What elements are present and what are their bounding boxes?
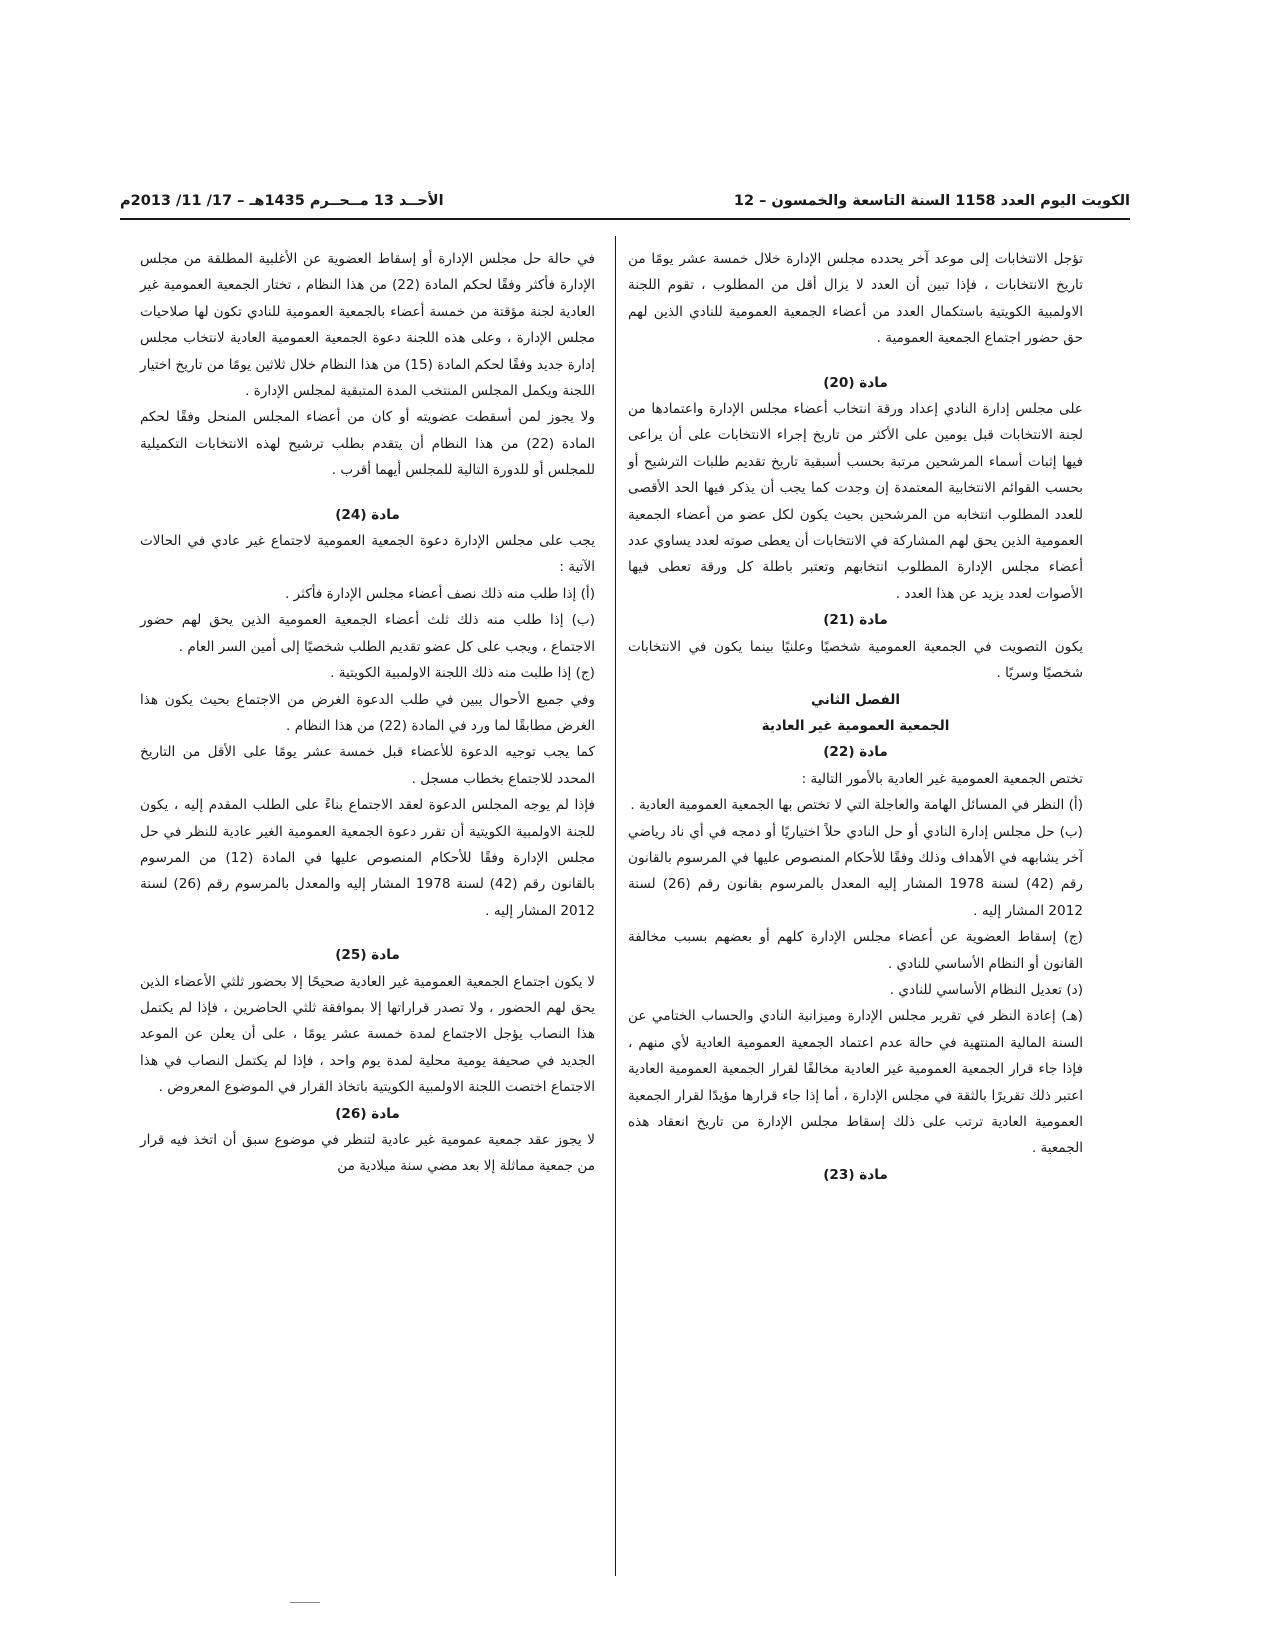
paragraph: تختص الجمعية العمومية غير العادية بالأمور التالية : <box>801 770 1083 787</box>
header-date: الأحــد 13 مــحــرم 1435هـ – 17/ 11/ 2013م <box>120 193 444 209</box>
paragraph: (هـ) إعادة النظر في تقرير مجلس الإدارة وميزانية النادي والحساب الختامي عن السنة المالية المنتهية في حالة عدم اعتماد الجمعية العمومية العادية لأي منهم ، فإذا جاء قرار الجمعية العمومية غير العادية مخالفًا لقرار الجمعية العمومية العادية اعتبر ذلك تقريرًا بالثقة في مجلس الإدارة ، أما إذا جاء قرارها مؤيدًا لقرار الجمعية العمومية العادية ترتب على ذلك إسقاط مجلس الإدارة من تاريخ انعقاد هذه الجمعية . <box>628 1008 1083 1157</box>
paragraph: ولا يجوز لمن أسقطت عضويته أو كان من أعضاء المجلس المنحل وفقًا لحكم المادة (22) من هذا النظام أن يتقدم بطلب ترشيح لهذه الانتخابات التكميلية للمجلس أو للدورة التالية للمجلس أيهما أقرب . <box>140 409 595 479</box>
article-heading: مادة (23) <box>823 1166 888 1183</box>
page-header <box>120 190 1130 212</box>
paragraph: (د) تعديل النظام الأساسي للنادي . <box>889 981 1083 998</box>
paragraph: (ج) إسقاط العضوية عن أعضاء مجلس الإدارة كلهم أو بعضهم بسبب مخالفة القانون أو النظام الأساسي للنادي . <box>628 929 1083 972</box>
footer-mark <box>290 1602 320 1603</box>
article-heading: مادة (24) <box>335 506 400 523</box>
paragraph: لا يجوز عقد جمعية عمومية غير عادية لتنظر في موضوع سبق أن اتخذ فيه قرار من جمعية مماثلة إلا بعد مضي سنة ميلادية من <box>140 1132 595 1175</box>
paragraph: لا يكون اجتماع الجمعية العمومية غير العادية صحيحًا إلا بحضور ثلثي الأعضاء الذين يحق لهم الحضور ، ولا تصدر قراراتها إلا بموافقة ثلثي الحاضرين ، فإذا لم يكتمل هذا النصاب يؤجل الاجتماع لمدة خمسة عشر يومًا ، على أن يعلن عن الموعد الجديد في صحيفة يومية محلية لمدة يوم واحد ، فإذا لم يكتمل النصاب في هذا الاجتماع اختصت اللجنة الاولمبية الكويتية باتخاذ القرار في الموضوع المعروض . <box>140 973 595 1096</box>
article-heading: مادة (22) <box>823 744 888 761</box>
paragraph: يجب على مجلس الإدارة دعوة الجمعية العمومية لاجتماع غير عادي في الحالات الآتية : <box>140 533 595 576</box>
paragraph: (أ) النظر في المسائل الهامة والعاجلة التي لا تختص بها الجمعية العمومية العادية . <box>630 797 1083 814</box>
article-heading: مادة (26) <box>335 1105 400 1122</box>
paragraph: تؤجل الانتخابات إلى موعد آخر يحدده مجلس الإدارة خلال خمسة عشر يومًا من تاريخ الانتخابات ، فإذا تبين أن العدد لا يزال أقل من المطلوب ، تقوم اللجنة الاولمبية الكويتية باستكمال العدد من أعضاء الجمعية العمومية للنادي الذين لهم حق حضور اجتماع الجمعية العمومية . <box>628 251 1083 347</box>
column-divider <box>615 236 616 1576</box>
paragraph: كما يجب توجيه الدعوة للأعضاء قبل خمسة عشر يومًا على الأقل من التاريخ المحدد للاجتماع بخطاب مسجل . <box>140 744 595 787</box>
article-heading: الجمعية العمومية غير العادية <box>761 717 950 734</box>
header-rule <box>120 218 1130 220</box>
article-heading: مادة (21) <box>823 612 888 629</box>
left-column <box>140 246 595 1180</box>
header-publication-info: الكويت اليوم العدد 1158 السنة التاسعة والخمسون – 12 <box>733 193 1130 209</box>
paragraph: (أ) إذا طلب منه ذلك نصف أعضاء مجلس الإدارة فأكثر . <box>284 585 595 602</box>
article-heading: الفصل الثاني <box>810 691 901 708</box>
article-heading: مادة (20) <box>823 374 888 391</box>
paragraph: على مجلس إدارة النادي إعداد ورقة انتخاب أعضاء مجلس الإدارة واعتمادها من لجنة الانتخابات قبل يومين على الأكثر من تاريخ إجراء الانتخابات على أن يراعى فيها إثبات أسماء المرشحين مرتبة بحسب أسبقية تاريخ تقديم طلبات الترشيح أو بحسب القوائم الانتخابية المعتمدة إن وجدت كما يجب أن يذكر فيها الحد الأقصى للعدد المطلوب انتخابه من المرشحين بحيث يكون لكل عضو من أعضاء الجمعية العمومية الذين يحق لهم المشاركة في الانتخابات أن يعطى صوته لعدد يساوي عدد أعضاء مجلس الإدارة المطلوب انتخابهم وتعتبر باطلة كل ورقة تعطى فيها الأصوات لعدد يزيد عن هذا العدد . <box>628 401 1083 602</box>
paragraph: (ج) إذا طلبت منه ذلك اللجنة الاولمبية الكويتية . <box>330 665 595 682</box>
article-heading: مادة (25) <box>335 947 400 964</box>
right-column <box>628 246 1083 1188</box>
paragraph: وفي جميع الأحوال يبين في طلب الدعوة الغرض من الاجتماع بحيث يكون هذا الغرض مطابقًا لما ورد في المادة (22) من هذا النظام . <box>140 691 595 734</box>
paragraph: (ب) إذا طلب منه ذلك ثلث أعضاء الجمعية العمومية الذين يحق لهم حضور الاجتماع ، ويجب على كل عضو تقديم الطلب شخصيًا إلى أمين السر العام . <box>140 612 595 655</box>
paragraph: في حالة حل مجلس الإدارة أو إسقاط العضوية عن الأغلبية المطلقة من مجلس الإدارة فأكثر وفقًا لحكم المادة (22) من هذا النظام ، تختار الجمعية العمومية غير العادية لجنة مؤقتة من خمسة أعضاء بالجمعية العمومية للنادي تكون لها صلاحيات مجلس الإدارة ، وعلى هذه اللجنة دعوة الجمعية العمومية العادية لانتخاب مجلس إدارة جديد وفقًا لحكم المادة (15) من هذا النظام خلال ثلاثين يومًا من تاريخ اختيار اللجنة ويكمل المجلس المنتخب المدة المتبقية لمجلس الإدارة . <box>140 251 595 400</box>
paragraph: يكون التصويت في الجمعية العمومية شخصيًا وعلنيًا بينما يكون في الانتخابات شخصيًا وسريًا . <box>628 638 1083 682</box>
paragraph: (ب) حل مجلس إدارة النادي أو حل النادي حلاً اختياريًا أو دمجه في أي ناد رياضي آخر يشابهه في الأهداف وذلك وفقًا للأحكام المنصوص عليها في المرسوم بالقانون رقم (42) لسنة 1978 المشار إليه المعدل بالمرسوم بقانون رقم (26) لسنة 2012 المشار إليه . <box>628 823 1083 919</box>
paragraph: فإذا لم يوجه المجلس الدعوة لعقد الاجتماع بناءً على الطلب المقدم إليه ، يكون للجنة الاولمبية الكويتية أن تقرر دعوة الجمعية العمومية الغير عادية للنظر في حل مجلس الإدارة وفقًا للأحكام المنصوص عليها في المادة (12) من المرسوم بالقانون رقم (42) لسنة 1978 المشار إليه والمعدل بالمرسوم رقم (26) لسنة 2012 المشار إليه . <box>140 797 595 919</box>
